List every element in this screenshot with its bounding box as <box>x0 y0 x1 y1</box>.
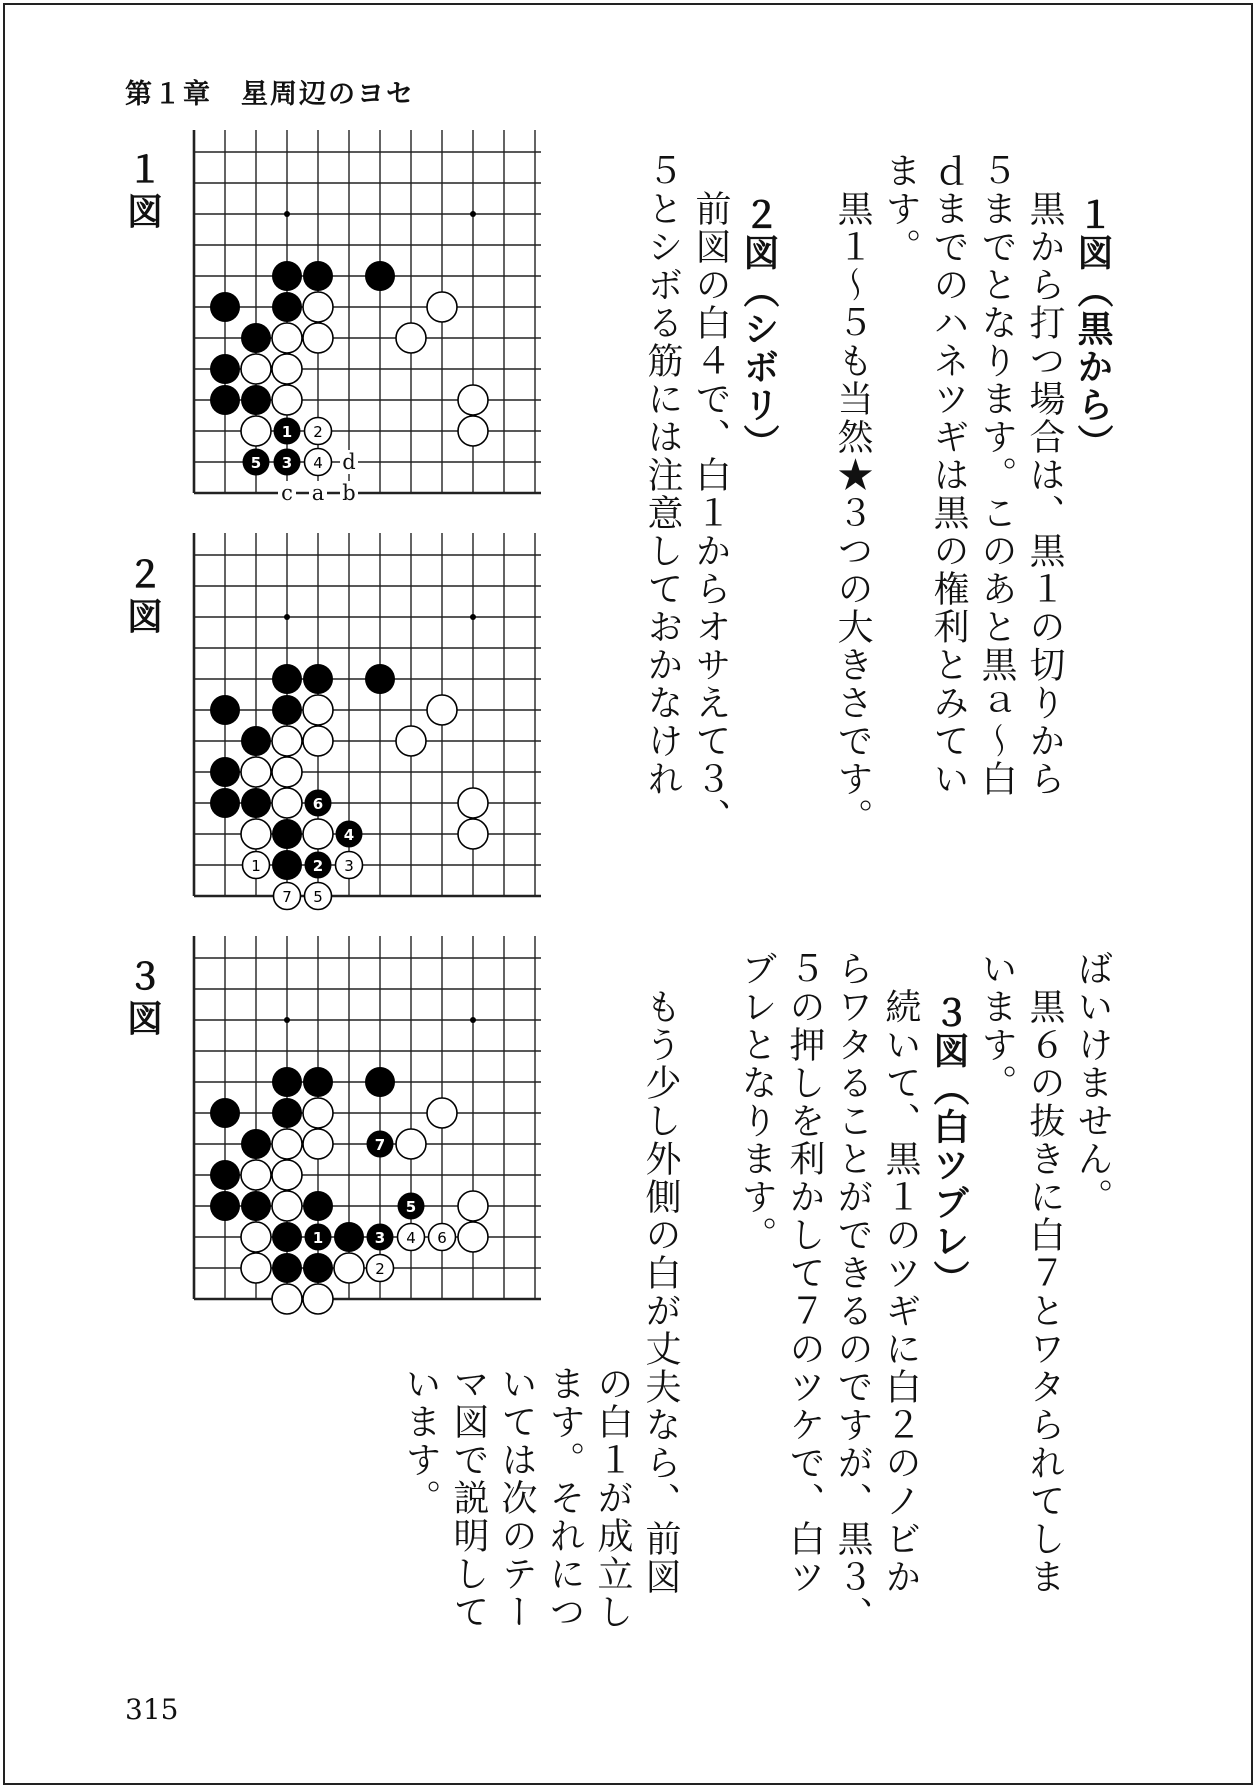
figure-3-label: ３ 図 <box>126 957 163 1040</box>
white-stone <box>458 819 488 849</box>
white-stone <box>303 695 333 725</box>
body-line: 前図の白４で、白１からオサえて３、 <box>690 190 731 836</box>
black-stone <box>241 726 271 756</box>
black-stone <box>303 1191 333 1221</box>
move-number: 4 <box>406 1229 416 1247</box>
point-label: b <box>342 481 356 505</box>
white-stone <box>241 1222 271 1252</box>
move-number: 7 <box>374 1136 386 1154</box>
body-line: ます。それにつ <box>544 1365 585 1631</box>
white-stone <box>303 819 333 849</box>
move-number: 5 <box>250 454 262 472</box>
star-point <box>470 1017 476 1023</box>
white-stone <box>272 385 302 415</box>
point-label: c <box>281 481 293 505</box>
white-stone <box>427 695 457 725</box>
heading-figure-1: １図（黒から） <box>1072 196 1113 462</box>
body-line: ｄまでのハネツギは黒の権利とみてい <box>928 152 969 798</box>
black-stone <box>303 261 333 291</box>
black-stone <box>210 385 240 415</box>
black-stone <box>210 292 240 322</box>
white-stone <box>272 1191 302 1221</box>
body-line: ５とシボる筋には注意しておかなけれ <box>642 152 683 798</box>
black-stone <box>210 1098 240 1128</box>
black-stone <box>365 664 395 694</box>
page-number: 315 <box>125 1693 179 1726</box>
white-stone <box>241 1160 271 1190</box>
black-stone <box>272 664 302 694</box>
white-stone <box>272 788 302 818</box>
heading-figure-2: ２図（シボリ） <box>738 196 779 462</box>
white-stone <box>241 354 271 384</box>
heading-figure-3: ３図（白ツブレ） <box>928 994 969 1298</box>
black-stone <box>334 1222 364 1252</box>
move-number: 2 <box>375 1260 385 1278</box>
go-board-figure-1 <box>190 130 565 510</box>
move-number: 1 <box>251 857 261 875</box>
white-stone <box>241 819 271 849</box>
white-stone <box>272 757 302 787</box>
white-stone <box>303 726 333 756</box>
body-line: 続いて、黒１のツギに白２のノビか <box>880 988 921 1596</box>
point-label: a <box>311 481 325 505</box>
white-stone <box>272 1160 302 1190</box>
go-board-figure-3 <box>190 936 565 1316</box>
move-number: 3 <box>344 857 354 875</box>
white-stone <box>396 323 426 353</box>
star-point <box>284 1017 290 1023</box>
body-line: もう少し外側の白が丈夫なら、前図 <box>640 988 681 1596</box>
white-stone <box>272 1284 302 1314</box>
white-stone <box>458 1191 488 1221</box>
chapter-title: 第１章 星周辺のヨセ <box>125 79 415 110</box>
star-point <box>284 211 290 217</box>
move-number: 1 <box>312 1229 324 1247</box>
black-stone <box>303 1067 333 1097</box>
black-stone <box>241 1191 271 1221</box>
black-stone <box>210 1191 240 1221</box>
white-stone <box>241 1253 271 1283</box>
black-stone <box>303 1253 333 1283</box>
white-stone <box>458 1222 488 1252</box>
move-number: 5 <box>405 1198 417 1216</box>
black-stone <box>241 1129 271 1159</box>
white-stone <box>458 416 488 446</box>
black-stone <box>272 292 302 322</box>
move-number: 5 <box>313 888 323 906</box>
move-number: 6 <box>437 1229 447 1247</box>
body-line: います。 <box>976 950 1017 1102</box>
star-point <box>470 211 476 217</box>
black-stone <box>272 1067 302 1097</box>
body-line: ５の押しを利かして７のツケで、白ツ <box>784 950 825 1596</box>
body-line: いては次のテー <box>496 1365 537 1631</box>
black-stone <box>210 757 240 787</box>
black-stone <box>272 695 302 725</box>
white-stone <box>272 1129 302 1159</box>
white-stone <box>241 416 271 446</box>
star-point <box>284 614 290 620</box>
black-stone <box>272 1098 302 1128</box>
body-line: ます。 <box>880 152 921 266</box>
white-stone <box>303 323 333 353</box>
point-label: d <box>342 450 356 474</box>
go-board-figure-2 <box>190 533 565 913</box>
move-number: 2 <box>312 857 324 875</box>
black-stone <box>210 354 240 384</box>
figure-2-label: ２ 図 <box>126 555 163 638</box>
white-stone <box>334 1253 364 1283</box>
black-stone <box>210 695 240 725</box>
white-stone <box>427 292 457 322</box>
black-stone <box>272 1253 302 1283</box>
white-stone <box>303 292 333 322</box>
black-stone <box>303 664 333 694</box>
black-stone <box>241 788 271 818</box>
body-line: います。 <box>400 1365 441 1517</box>
white-stone <box>396 1129 426 1159</box>
black-stone <box>272 1222 302 1252</box>
body-line: ブレとなります。 <box>736 950 777 1254</box>
move-number: 1 <box>281 423 293 441</box>
body-line: マ図で説明して <box>448 1365 489 1631</box>
white-stone <box>396 726 426 756</box>
move-number: 4 <box>343 826 355 844</box>
white-stone <box>272 726 302 756</box>
black-stone <box>210 1160 240 1190</box>
move-number: 3 <box>374 1229 386 1247</box>
star-point <box>470 614 476 620</box>
move-number: 7 <box>282 888 292 906</box>
body-line: ５までとなります。このあと黒ａ～白 <box>976 152 1017 798</box>
black-stone <box>272 819 302 849</box>
white-stone <box>272 354 302 384</box>
move-number: 3 <box>281 454 293 472</box>
white-stone <box>303 1129 333 1159</box>
black-stone <box>210 788 240 818</box>
figure-1-label: １ 図 <box>126 150 163 233</box>
move-number: 2 <box>313 423 323 441</box>
body-line: 黒１～５も当然★３つの大きさです。 <box>832 190 873 836</box>
body-line: ばいけません。 <box>1072 950 1113 1216</box>
black-stone <box>272 850 302 880</box>
black-stone <box>365 261 395 291</box>
body-line: 黒６の抜きに白７とワタられてしま <box>1024 988 1065 1596</box>
black-stone <box>365 1067 395 1097</box>
move-number: 4 <box>313 454 323 472</box>
body-line: の白１が成立し <box>592 1365 633 1631</box>
white-stone <box>241 757 271 787</box>
black-stone <box>272 261 302 291</box>
white-stone <box>458 788 488 818</box>
move-number: 6 <box>312 795 324 813</box>
black-stone <box>241 323 271 353</box>
black-stone <box>241 385 271 415</box>
white-stone <box>427 1098 457 1128</box>
body-line: 黒から打つ場合は、黒１の切りから <box>1024 190 1065 798</box>
white-stone <box>458 385 488 415</box>
body-line: らワタることができるのですが、黒３、 <box>832 950 873 1634</box>
white-stone <box>303 1098 333 1128</box>
white-stone <box>303 1284 333 1314</box>
white-stone <box>272 323 302 353</box>
